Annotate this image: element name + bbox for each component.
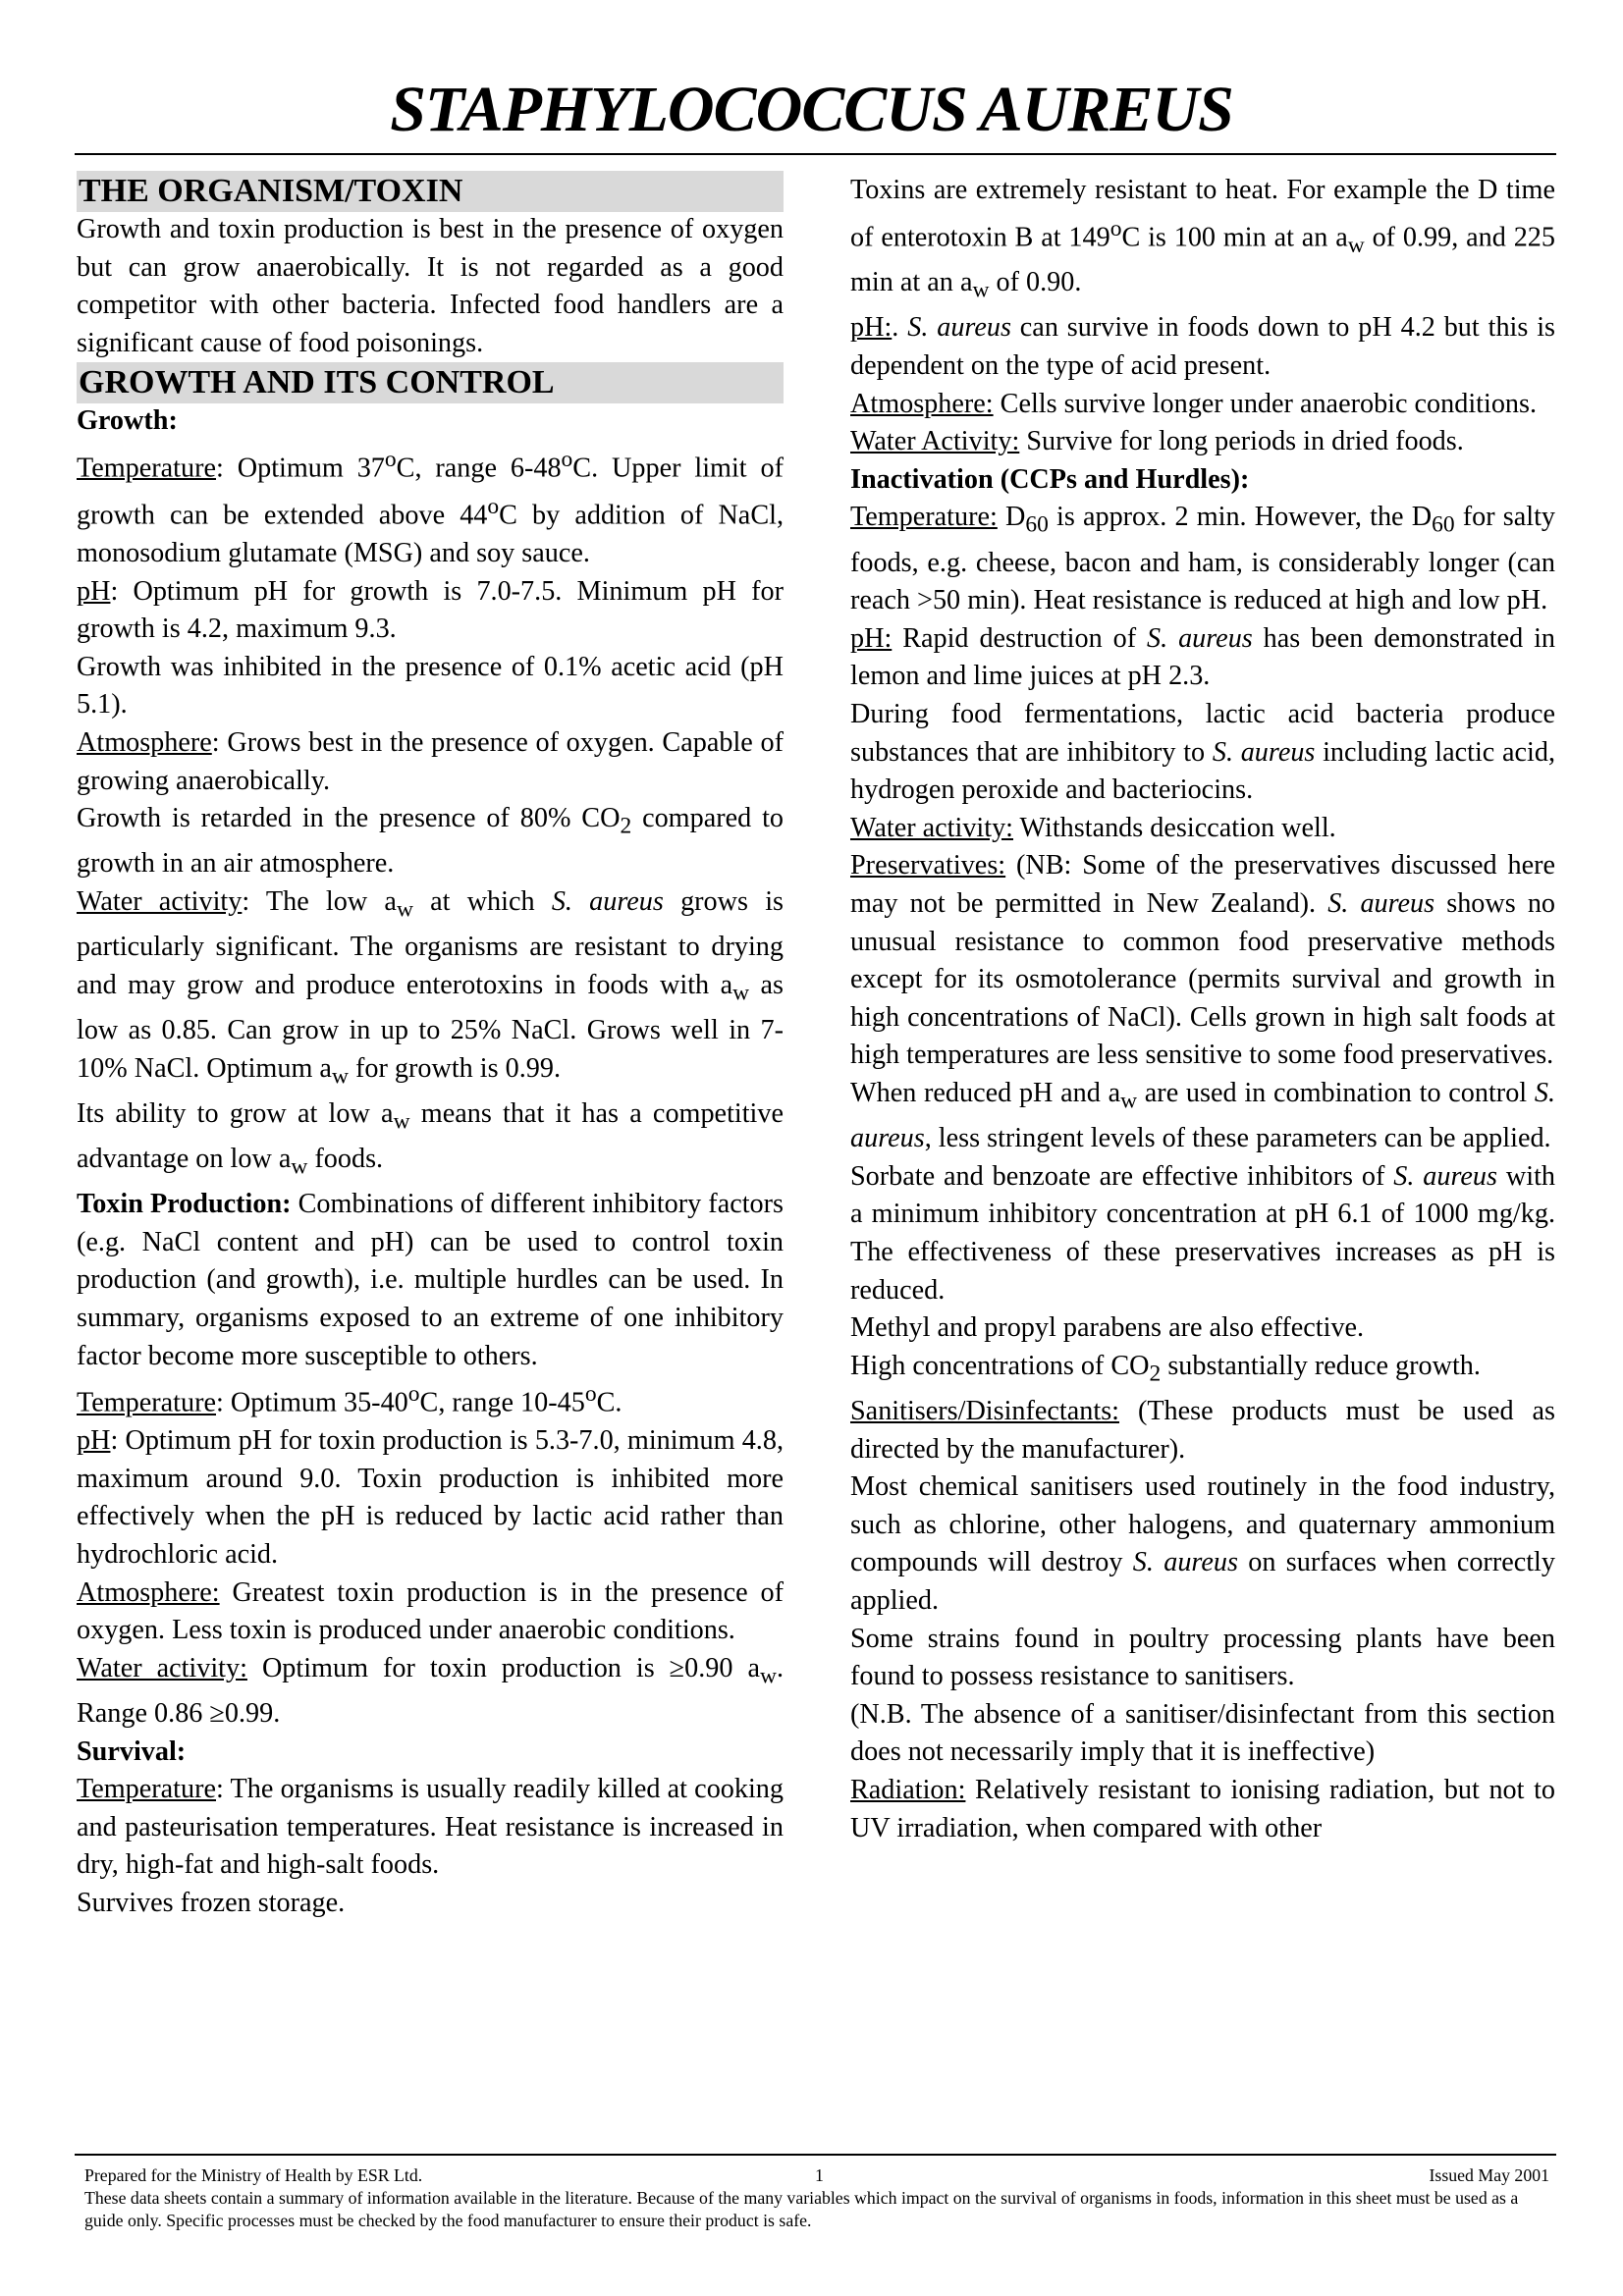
footer-page-number: 1 [815,2165,824,2185]
parabens-paragraph: Methyl and propyl parabens are also effective. [850,1312,1365,1344]
toxin-production-paragraph: Toxin Production: Combinations of different inhibitory factors (e.g. NaCl content and pH) can be used to control toxin production (and growth), i.e. multiple hurdles can be used. In summary, organisms exposed to an extreme of one inhibitory factor become more susceptible to others. [77,1189,784,1371]
page-title: STAPHYLOCOCCUS AUREUS [390,74,1233,145]
nb-paragraph: (N.B. The absence of a sanitiser/disinfectant from this section does not necessarily imply that it is ineffective) [850,1698,1555,1768]
footer-divider [75,2154,1556,2156]
acetic-acid-paragraph: Growth was inhibited in the presence of 0.1% acetic acid (pH 5.1). [77,651,784,721]
survival-temperature-paragraph: Temperature: The organisms is usually readily killed at cooking and pasteurisation temperatures. Heat resistance is increased in dry, high-fat and high-salt foods. [77,1774,784,1881]
section-heading-growth-control: GROWTH AND ITS CONTROL [77,362,784,403]
right-column [850,172,1555,1847]
left-column [77,171,784,1923]
growth-atmosphere-paragraph: Atmosphere: Grows best in the presence of oxygen. Capable of growing anaerobically. [77,726,784,796]
resistant-strains-paragraph: Some strains found in poultry processing plants have been found to possess resistance to sanitisers. [850,1623,1555,1692]
frozen-storage-paragraph: Survives frozen storage. [77,1888,346,1918]
preservatives-paragraph: Preservatives: (NB: Some of the preservatives discussed here may not be permitted in New Zealand). S. aureus shows no unusual resistance to common food preservative methods except for its osmotolerance (permits survival and growth in high concentrations of NaCl). Cells grown in high salt foods at high temperatures are less sensitive to some food preservatives. [850,850,1556,1071]
subheading-growth: Growth: [77,405,178,437]
co2-paragraph: Growth is retarded in the presence of 80% $CO_2$ compared to growth in an air atmosphere. [77,803,784,880]
inactivation-temperature-paragraph: Temperature: $D_{60}$ is approx. 2 min. However, the $D_{60}$ for salty foods, e.g. cheese, bacon and ham, is considerably longer (can reach >50 min). Heat resistance is reduced at high and low pH. [850,502,1555,616]
footer-disclaimer: These data sheets contain a summary of information available in the literature. Because of the many variables which impact on the survival of organisms in foods, information in this sheet must be used as a guide only. Specific processes must be checked by the food manufacturer to ensure their product is safe. [84,2188,1519,2230]
subheading-survival: Survival: [77,1735,187,1767]
label-atmosphere: Atmosphere [77,726,212,758]
toxin-ph-paragraph: pH: Optimum pH for toxin production is 5.3-7.0, minimum 4.8, maximum around 9.0. Toxin production is inhibited more effectively when the pH is reduced by lactic acid rather than hydrochloric acid. [77,1425,784,1571]
footer-prepared: Prepared for the Ministry of Health by ESR Ltd. [84,2165,423,2185]
organism-paragraph: Growth and toxin production is best in the presence of oxygen but can grow anaerobically. It is not regarded as a good competitor with other bacteria. Infected food handlers are a significant cause of food poisonings. [77,214,784,358]
survival-water-activity-paragraph: Water Activity: Survive for long periods in dried foods. [850,426,1464,457]
footer-row [84,2164,1549,2187]
low-aw-paragraph: Its ability to grow at low $a_w$ means that it has a competitive advantage on low $a_w$ foods. [77,1097,784,1180]
section-heading-organism: THE ORGANISM/TOXIN [77,171,784,212]
title-divider [75,153,1556,155]
survival-atmosphere-paragraph: Atmosphere: Cells survive longer under anaerobic conditions. [850,388,1538,419]
survival-ph-paragraph: pH:. S. aureus can survive in foods down to pH 4.2 but this is dependent on the type of acid present. [850,312,1556,382]
toxin-water-activity-paragraph: Water activity: Optimum for toxin production is ≥0.90 $a_w$. Range 0.86 ≥0.99. [77,1652,784,1730]
label-water-activity: Water activity [77,885,243,917]
growth-temperature-paragraph: Temperature: Optimum 37$^o$C, range 6-48$^o$C. Upper limit of growth can be extended above 44$^o$C by addition of NaCl, monosodium glutamate (MSG) and soy sauce. [77,446,784,568]
growth-ph-paragraph: pH: Optimum pH for growth is 7.0-7.5. Minimum pH for growth is 4.2, maximum 9.3. [77,575,784,645]
inactivation-water-activity-paragraph: Water activity: Withstands desiccation well. [850,812,1336,843]
label-ph: pH [77,575,111,607]
inactivation-ph-paragraph: pH: Rapid destruction of S. aureus has been demonstrated in lemon and lime juices at pH 2.3. [850,622,1555,692]
sorbate-paragraph: Sorbate and benzoate are effective inhibitors of S. aureus with a minimum inhibitory concentration at pH 6.1 of 1000 mg/kg. The effectiveness of these preservatives increases as pH is reduced. [850,1160,1556,1306]
toxin-atmosphere-paragraph: Atmosphere: Greatest toxin production is in the presence of oxygen. Less toxin is produced under anaerobic conditions. [77,1576,784,1646]
co2-reduce-paragraph: High concentrations of $CO_2$ substantially reduce growth. [850,1350,1481,1387]
sanitisers-paragraph: Sanitisers/Disinfectants: (These products must be used as directed by the manufacturer). [850,1396,1555,1465]
page-footer [84,2164,1549,2232]
toxins-heat-paragraph: Toxins are extremely resistant to heat. For example the D time of enterotoxin B at 149$^o$C is 100 min at an $a_w$ of 0.99, and 225 min at an $a_w$ of 0.90. [850,175,1555,303]
toxin-temperature-paragraph: Temperature: Optimum 35-40$^o$C, range 10-45$^o$C. [77,1381,622,1418]
radiation-paragraph: Radiation: Relatively resistant to ionising radiation, but not to UV irradiation, when compared with other [850,1774,1555,1843]
fermentation-paragraph: During food fermentations, lactic acid bacteria produce substances that are inhibitory to S. aureus including lactic acid, hydrogen peroxide and bacteriocins. [850,699,1555,806]
label-toxin-production: Toxin Production: [77,1189,292,1220]
footer-issued: Issued May 2001 [1429,2165,1549,2185]
chemical-sanitisers-paragraph: Most chemical sanitisers used routinely in the food industry, such as chlorine, other halogens, and quaternary ammonium compounds will destroy S. aureus on surfaces when correctly applied. [850,1471,1555,1616]
growth-water-activity-paragraph: Water activity: The low $a_w$ at which S. aureus grows is particularly significant. The organisms are resistant to drying and may grow and produce enterotoxins in foods with $a_w$ as low as 0.85. Can grow in up to 25% NaCl. Grows well in 7-10% NaCl. Optimum $a_w$ for growth is 0.99. [77,885,784,1090]
subheading-inactivation: Inactivation (CCPs and Hurdles): [850,463,1250,495]
label-temperature: Temperature [77,453,217,484]
reduced-ph-paragraph: When reduced pH and $a_w$ are used in combination to control S. aureus, less stringent levels of these parameters can be applied. [850,1077,1555,1154]
